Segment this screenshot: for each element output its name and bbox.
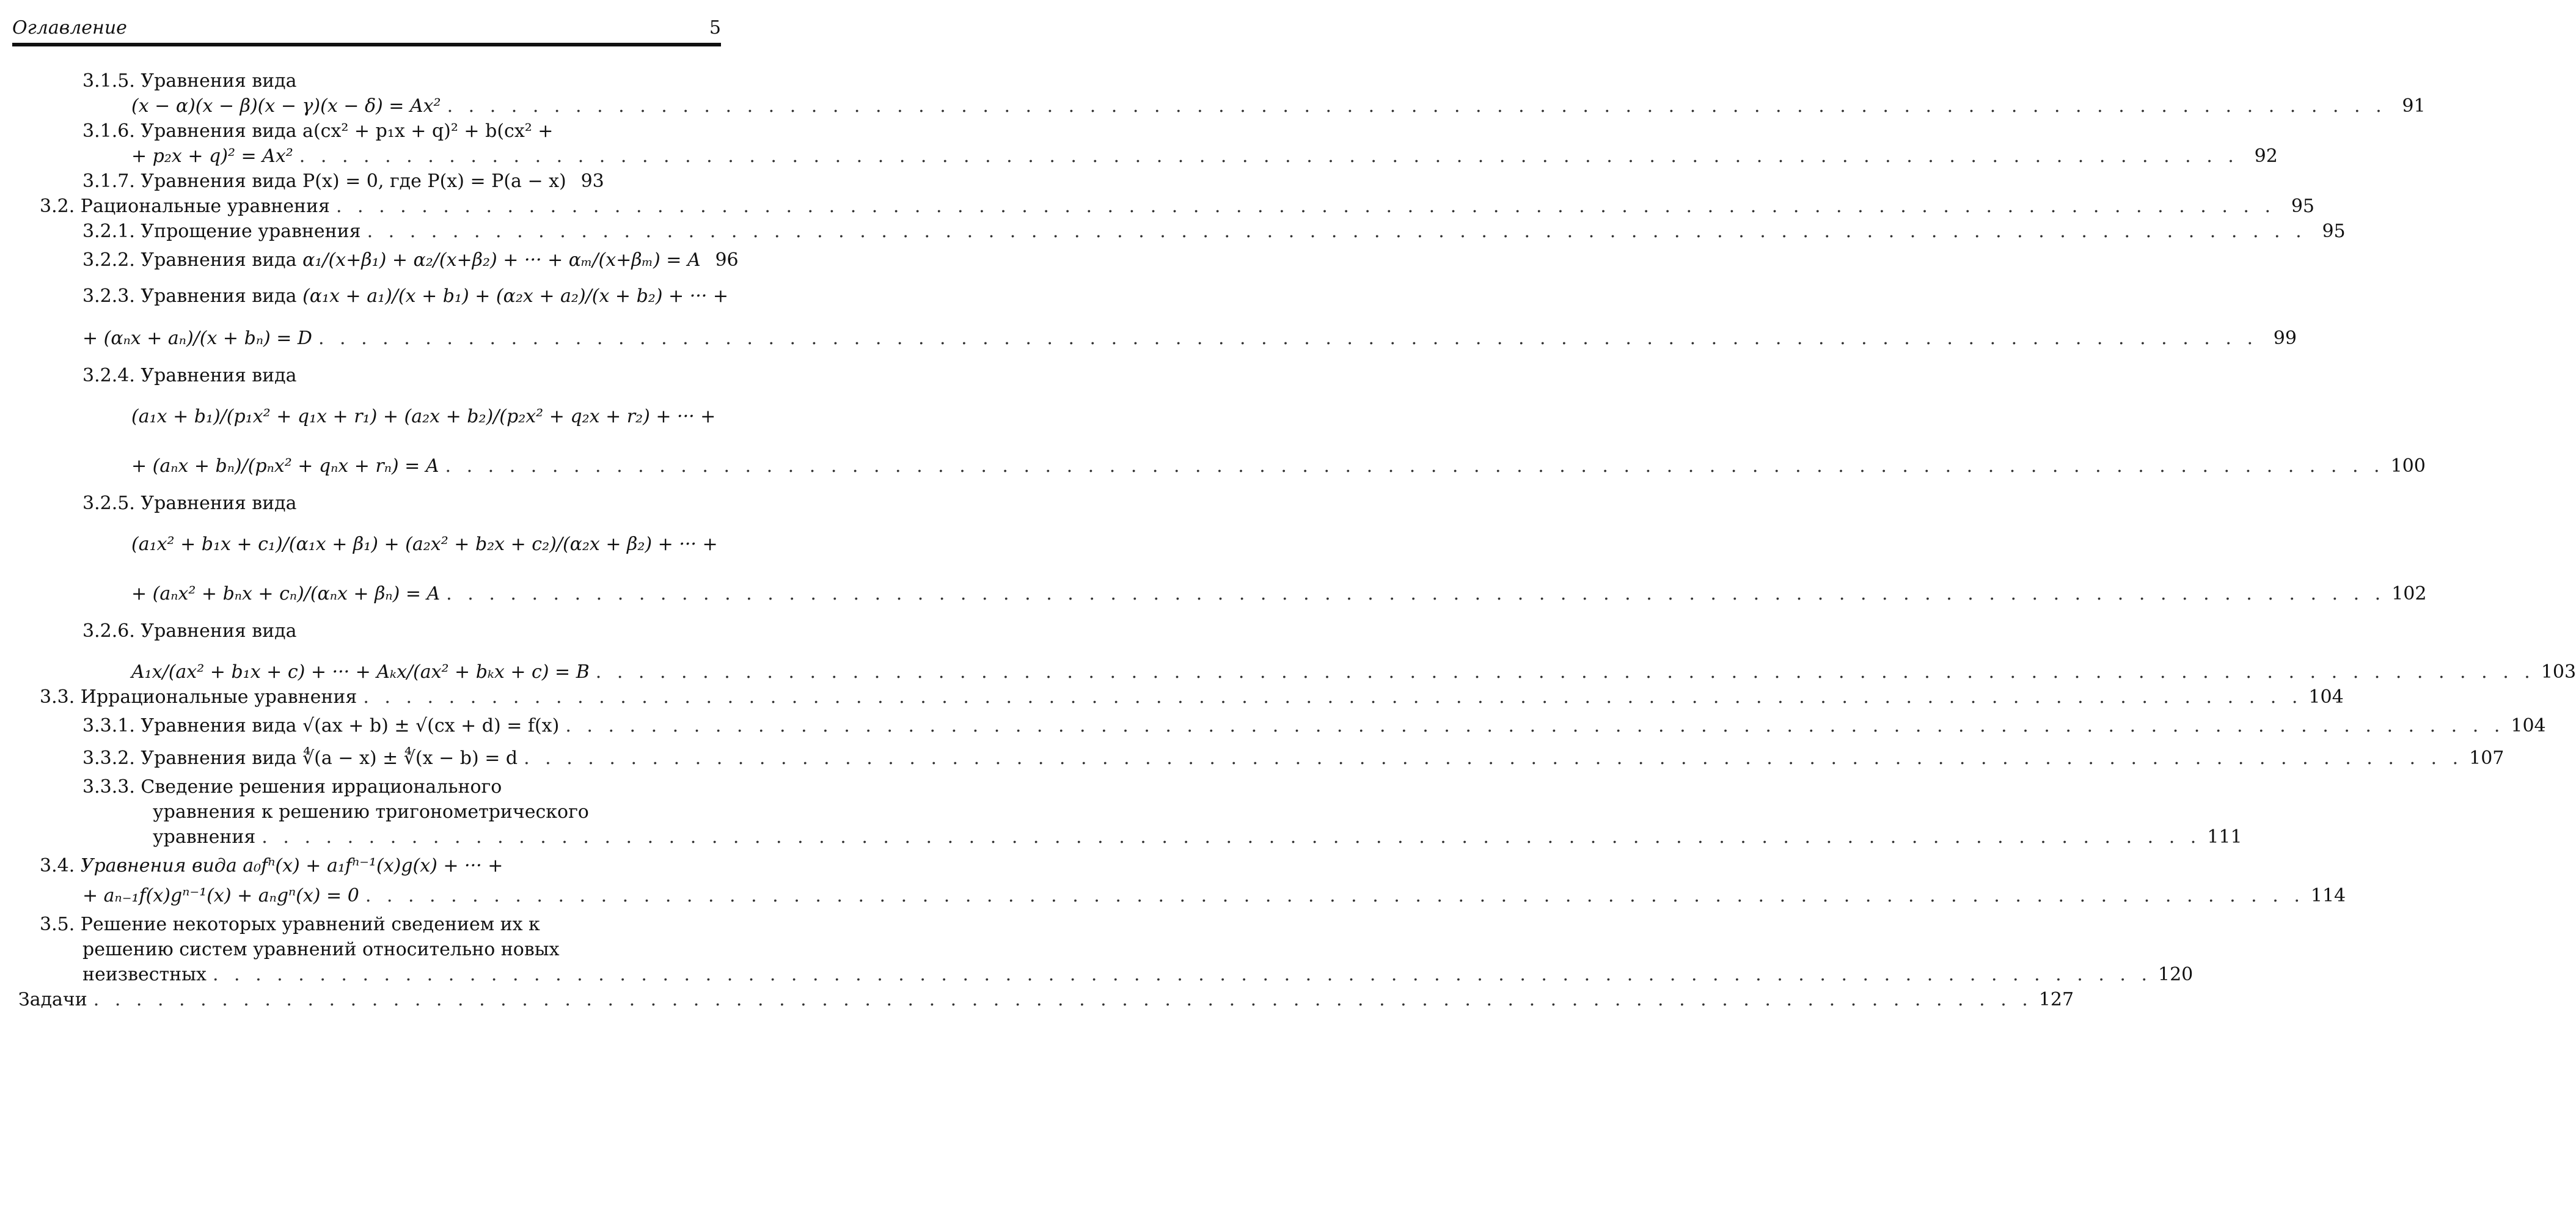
- toc-formula: + (αₙx + aₙ)/(x + bₙ) = D: [82, 328, 312, 349]
- leader-dots: [213, 962, 2152, 987]
- toc-entry[interactable]: [12, 169, 721, 194]
- toc-title: Уравнения вида P(x) = 0, где P(x) = P(a − x): [141, 171, 566, 192]
- toc-title: Уравнения вида: [141, 365, 297, 386]
- page-number: 5: [709, 17, 721, 39]
- toc-page: 127: [2038, 989, 2074, 1010]
- toc-entry[interactable]: [12, 987, 2074, 1012]
- page-header: [12, 13, 721, 48]
- running-title: Оглавление: [12, 17, 127, 39]
- toc-number: 3.2.3.: [82, 285, 135, 307]
- toc-page: 95: [2322, 221, 2346, 242]
- toc-title: Решение некоторых уравнений сведением их к: [80, 914, 540, 935]
- leader-dots: [524, 746, 2463, 771]
- toc-formula: + aₙ₋₁f(x)gⁿ⁻¹(x) + aₙgⁿ(x) = 0: [82, 885, 359, 906]
- toc-entry[interactable]: [12, 746, 2505, 771]
- leader-dots: [445, 454, 2385, 479]
- toc-title: Уравнения вида a(cx² + p₁x + q)² + b(cx² +: [141, 120, 554, 142]
- toc-title: Уравнения вида: [141, 493, 297, 514]
- toc-number: 3.1.5.: [82, 70, 135, 92]
- toc-number: 3.3.1.: [82, 715, 135, 736]
- toc-title: Уравнения вида: [141, 70, 297, 92]
- toc-page: 95: [2291, 196, 2314, 217]
- toc-formula: (α₁x + a₁)/(x + b₁) + (α₂x + a₂)/(x + b₂) + ··· +: [302, 285, 728, 307]
- toc-title: Упрощение уравнения: [141, 221, 361, 242]
- toc-entry[interactable]: [12, 912, 2194, 987]
- leader-dots: [299, 144, 2239, 169]
- leader-dots: [363, 685, 2302, 710]
- leader-dots: [446, 581, 2385, 606]
- toc-title: Сведение решения иррационального: [141, 776, 502, 798]
- leader-dots: [447, 94, 2387, 119]
- toc-entry[interactable]: [12, 713, 2546, 738]
- toc-page: 99: [2273, 328, 2297, 349]
- toc-number: 3.3.2.: [82, 747, 135, 769]
- toc-entry[interactable]: [12, 619, 2576, 685]
- toc-formula: (a₁x² + b₁x + c₁)/(α₁x + β₁) + (a₂x² + b₂x + c₂)/(α₂x + β₂) + ··· +: [131, 534, 718, 555]
- leader-dots: [262, 825, 2201, 850]
- toc-title: Иррациональные уравнения: [80, 686, 357, 708]
- toc-number: 3.2.5.: [82, 493, 135, 514]
- toc-page: 100: [2390, 455, 2426, 477]
- toc-formula: A₁x/(ax² + b₁x + c) + ··· + Aₖx/(ax² + bₖx + c) = B: [131, 661, 590, 683]
- toc-page: 104: [2308, 686, 2344, 708]
- toc-number: 3.4.: [40, 855, 75, 876]
- toc-page: 114: [2310, 885, 2346, 906]
- toc-page: 103: [2541, 661, 2576, 683]
- toc-title: Уравнения вида: [141, 249, 297, 271]
- toc-page: 120: [2158, 964, 2194, 985]
- toc-entry[interactable]: [12, 363, 2426, 479]
- toc-title: Уравнения вида: [141, 620, 297, 642]
- toc-formula: (a₁x + b₁)/(p₁x² + q₁x + r₁) + (a₂x + b₂)/(p₂x² + q₂x + r₂) + ··· +: [131, 406, 716, 427]
- toc-entry[interactable]: [12, 248, 739, 273]
- toc-entry[interactable]: [12, 685, 2344, 710]
- leader-dots: [367, 219, 2307, 244]
- table-of-contents: [12, 68, 2576, 1012]
- toc-title: Уравнения вида ∜(a − x) ± ∜(x − b) = d: [141, 747, 518, 769]
- toc-page: 107: [2469, 747, 2505, 769]
- toc-title: Уравнения вида: [141, 285, 297, 307]
- toc-page: 102: [2391, 583, 2427, 604]
- toc-entry[interactable]: [12, 219, 2346, 244]
- leader-dots: [565, 713, 2505, 738]
- toc-formula: + p₂x + q)² = Ax²: [131, 145, 293, 167]
- toc-page: 93: [580, 171, 604, 192]
- toc-page: 92: [2254, 145, 2278, 167]
- toc-title: Уравнения вида √(ax + b) ± √(cx + d) = f(x): [141, 715, 560, 736]
- leader-dots: [596, 659, 2535, 685]
- toc-entry[interactable]: [12, 119, 2278, 169]
- toc-number: 3.2.2.: [82, 249, 135, 271]
- toc-title: решению систем уравнений относительно новых: [82, 939, 560, 960]
- toc-entry[interactable]: [12, 853, 2346, 908]
- leader-dots: [336, 194, 2275, 219]
- toc-page: 111: [2207, 826, 2242, 848]
- toc-entry[interactable]: [12, 284, 2297, 351]
- toc-formula: (x − α)(x − β)(x − γ)(x − δ) = Ax²: [131, 95, 441, 117]
- toc-number: 3.1.7.: [82, 171, 135, 192]
- toc-formula: + (aₙx² + bₙx + cₙ)/(αₙx + βₙ) = A: [131, 583, 441, 604]
- toc-title: Рациональные уравнения: [80, 196, 330, 217]
- toc-formula: + (aₙx + bₙ)/(pₙx² + qₙx + rₙ) = A: [131, 455, 439, 477]
- toc-number: 3.3.3.: [82, 776, 135, 798]
- leader-dots: [318, 326, 2258, 351]
- toc-entry[interactable]: [12, 194, 2314, 219]
- toc-number: 3.2.1.: [82, 221, 135, 242]
- leader-dots: [93, 987, 2033, 1012]
- toc-title: уравнения: [153, 826, 256, 848]
- toc-formula: α₁/(x+β₁) + α₂/(x+β₂) + ··· + αₘ/(x+βₘ) = A: [302, 249, 701, 271]
- toc-entry[interactable]: [12, 491, 2427, 606]
- toc-number: 3.2.6.: [82, 620, 135, 642]
- toc-title: Уравнения вида a₀fⁿ(x) + a₁fⁿ⁻¹(x)g(x) + ··· +: [80, 855, 503, 876]
- leader-dots: [365, 883, 2305, 908]
- toc-number: 3.3.: [40, 686, 75, 708]
- toc-page: 104: [2511, 715, 2546, 736]
- toc-title: Задачи: [18, 989, 87, 1010]
- toc-title: уравнения к решению тригонометрического: [153, 801, 589, 823]
- toc-number: 3.2.4.: [82, 365, 135, 386]
- header-rule: [12, 43, 721, 46]
- toc-number: 3.2.: [40, 196, 75, 217]
- toc-title: неизвестных: [82, 964, 207, 985]
- toc-page: 96: [715, 249, 739, 271]
- toc-page: 91: [2402, 95, 2426, 117]
- toc-entry[interactable]: [12, 68, 2426, 119]
- toc-number: 3.1.6.: [82, 120, 135, 142]
- toc-number: 3.5.: [40, 914, 75, 935]
- toc-entry[interactable]: [12, 774, 2242, 850]
